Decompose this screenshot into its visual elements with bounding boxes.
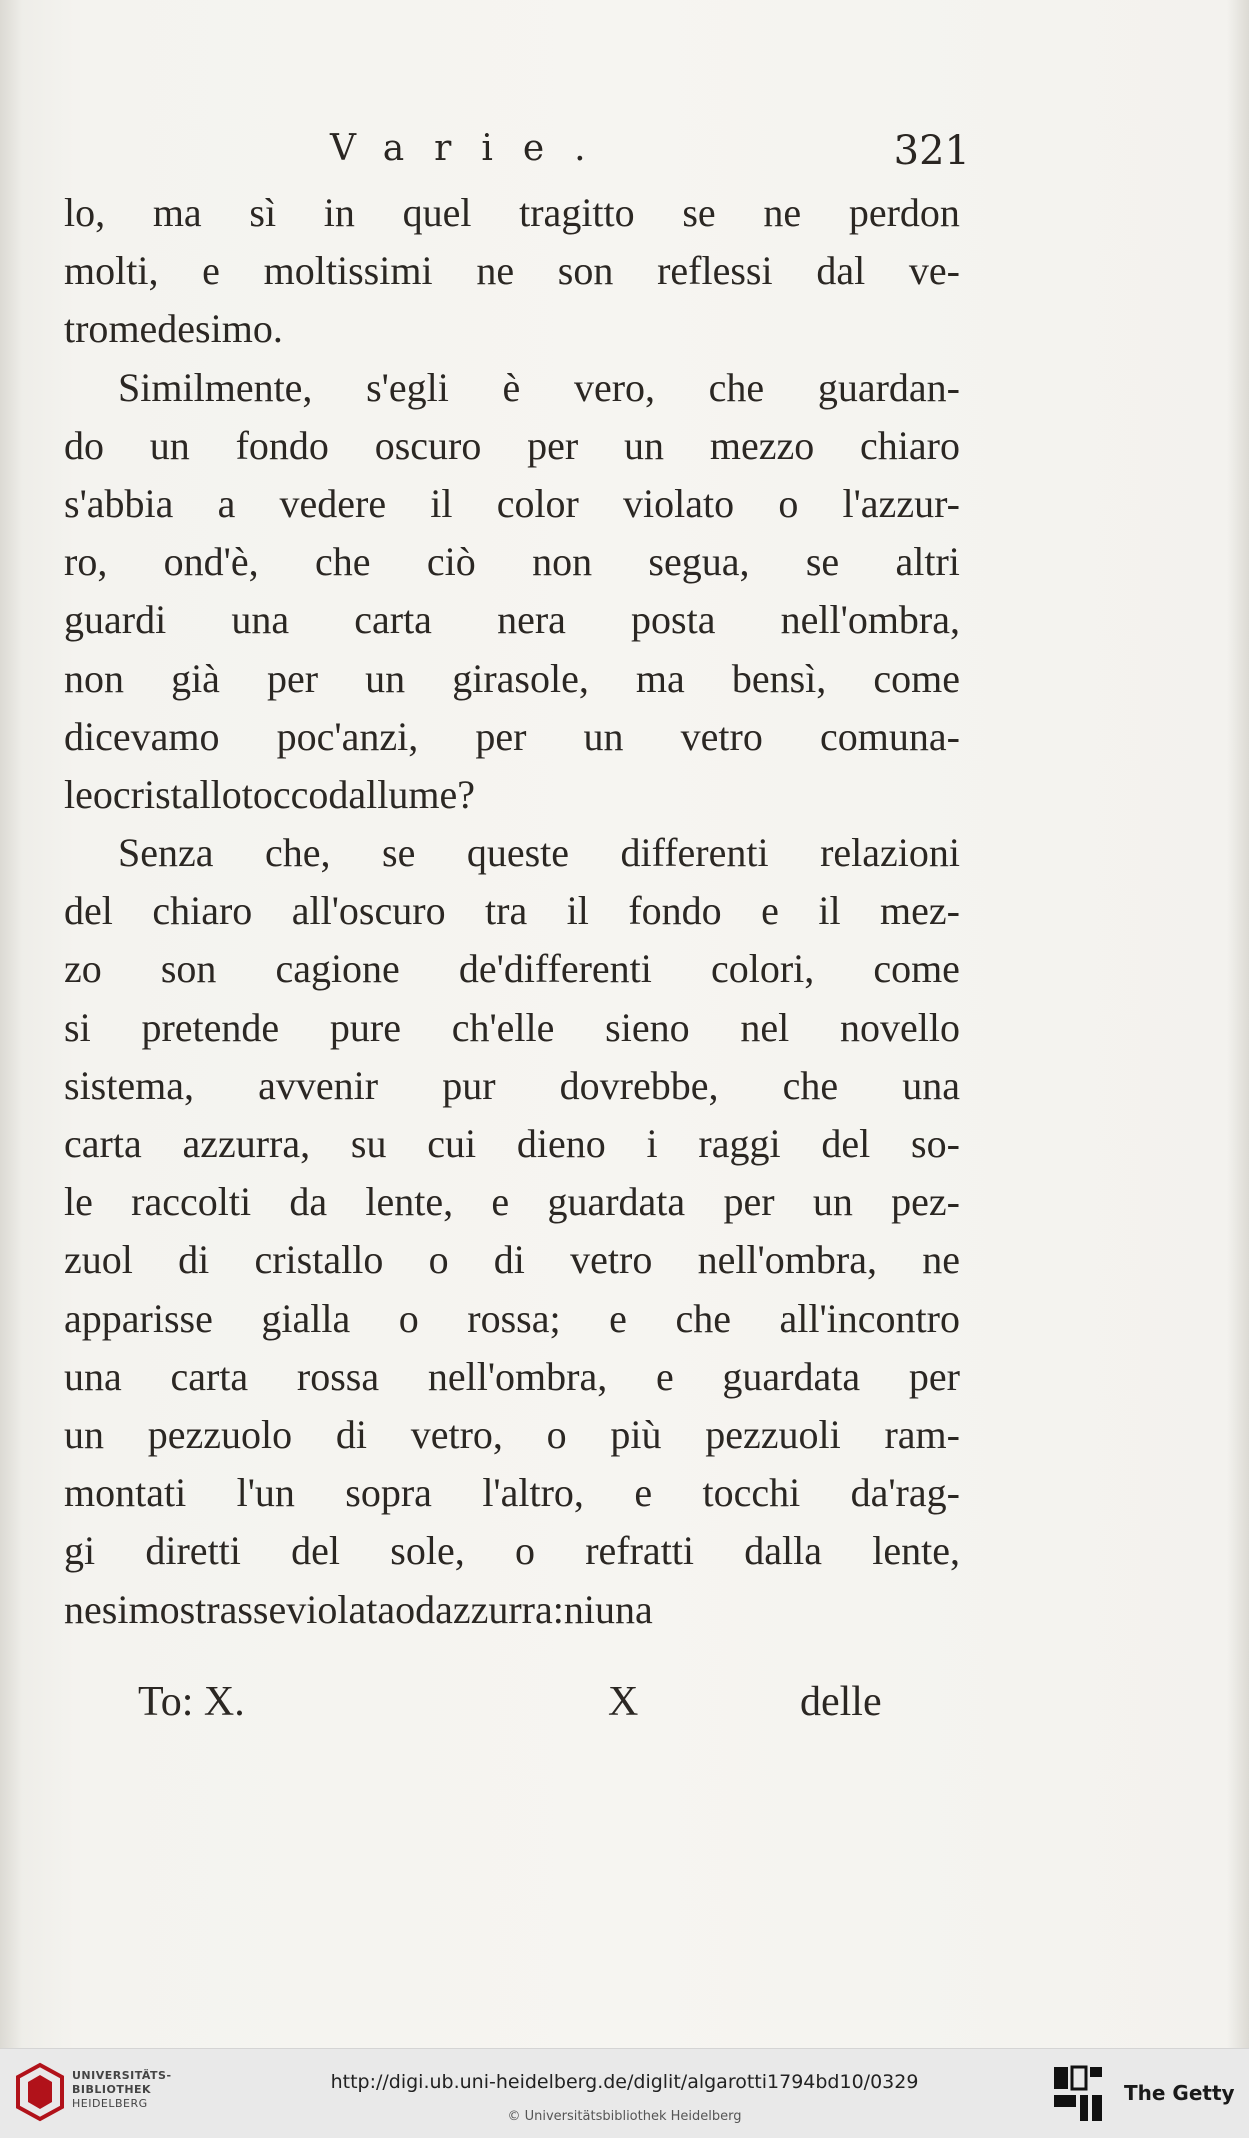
text-line [64,359,960,417]
word: rossa [296,1353,380,1399]
word: Senza [118,830,214,876]
word: molti, [64,248,159,294]
word: vetro, [410,1411,503,1457]
word: son [160,946,217,992]
word: sistema, [64,1062,194,1108]
word: niuna [563,1586,653,1632]
word: ne [922,1237,960,1283]
text-line [64,824,960,882]
page-footer [138,1678,898,1734]
text-line [64,591,960,649]
word: lume? [377,771,475,817]
text-line [64,1290,960,1348]
volume-mark: To: X. [138,1679,245,1725]
word: o [514,1528,535,1574]
word: o [428,1237,449,1283]
word: un [583,713,624,759]
word: relazioni [820,830,960,876]
word: guardata [722,1353,861,1399]
page-edge-right [1227,0,1249,2048]
text-line [64,533,960,591]
text-line [64,1522,960,1580]
word: sole, [390,1528,465,1574]
word: o [92,771,113,817]
word: all'incontro [779,1295,960,1341]
word: è [502,364,521,410]
word: di [178,1237,210,1283]
signature-mark: X [608,1679,639,1725]
word: se [805,539,840,585]
word: ne [476,248,515,294]
library-name-line-1: UNIVERSITÄTS- [72,2069,172,2082]
word: pretende [141,1004,280,1050]
word: dalla [744,1528,823,1574]
word: che, [265,830,331,876]
word: su [350,1121,387,1166]
word: nera [497,597,566,643]
text-line [64,766,960,824]
word: un [812,1179,853,1225]
catchword: delle [800,1679,882,1725]
word: rossa; [467,1295,561,1341]
text-line [64,242,960,300]
word: raggi [698,1121,781,1166]
word: che [708,364,765,410]
word: e [609,1295,627,1341]
getty-name: The Getty [1124,2081,1235,2105]
word: ch'elle [451,1004,555,1050]
word: del [64,888,113,934]
page-header [330,128,970,182]
word: tocco [241,771,329,817]
word: posta [631,597,716,643]
word: sì [249,190,277,235]
word: bensì, [731,655,827,701]
word: carta [170,1353,249,1399]
word: comuna- [819,713,960,759]
word: dal [816,248,866,294]
word: vero, [573,364,656,410]
word: del [291,1528,341,1574]
word: o [778,480,799,526]
word: per [723,1179,775,1225]
word: dovrebbe, [559,1062,719,1108]
word: pezzuolo [147,1411,293,1457]
word: del [821,1121,871,1166]
text-line [64,1348,960,1406]
text-line [64,1057,960,1115]
text-line [64,1581,960,1639]
word: cui [427,1121,477,1166]
word: novello [839,1004,960,1050]
word: vedere [279,480,387,526]
word: vetro [680,713,763,759]
word: non [532,539,593,585]
word: chiaro [152,888,253,934]
word: dieno [516,1121,606,1166]
word: i [646,1121,658,1166]
word: apparisse [64,1295,213,1341]
word: azzurra, [182,1121,311,1166]
word: l'azzur- [842,480,960,526]
word: ciò [426,539,476,585]
text-line [64,475,960,533]
word: vetro [570,1237,653,1283]
word: da [289,1179,328,1225]
word: do [64,422,104,468]
word: e [491,1179,510,1225]
word: Similmente, [118,364,313,410]
word: un [149,422,190,468]
word: all'oscuro [291,888,446,934]
word: tocchi [702,1470,801,1516]
word: un [64,1411,104,1457]
word: tragitto [519,190,635,235]
word: guardata [547,1179,686,1225]
word: mezzo [709,422,815,468]
word: il [818,888,841,934]
word: e [761,888,779,934]
word: gi [64,1528,96,1574]
word: gialla [261,1295,351,1341]
word: pezzuoli [705,1411,841,1457]
permalink-url[interactable]: http://digi.ub.uni-heidelberg.de/diglit/algarotti1794bd10/0329 [330,2071,919,2093]
getty-logo-icon[interactable] [1052,2063,1104,2125]
word: cristallo [112,771,242,817]
word: colori, [710,946,815,992]
word: dal [328,771,378,817]
word: ve- [908,248,960,294]
word: guardi [64,597,167,643]
word: nell'ombra, [780,597,960,643]
word: segua, [648,539,750,585]
word: una [902,1062,960,1108]
word: sopra [345,1470,432,1516]
word: s'egli [366,364,449,410]
text-line [64,999,960,1057]
word: azzurra: [435,1586,564,1632]
word: differenti [620,830,769,876]
word: per [527,422,579,468]
word: oscuro [374,422,482,468]
word: ne [64,1586,102,1632]
word: pur [442,1062,496,1108]
running-title: Varie. [330,128,616,169]
word: cristallo [254,1237,384,1283]
word: e [634,1470,653,1516]
word: di [335,1411,367,1457]
word: ma [152,190,202,235]
word: queste [466,830,569,876]
word: le [64,771,93,817]
word: il [566,888,589,934]
word: sieno [605,1004,690,1050]
word: non [64,655,124,701]
word: dicevamo [64,713,220,759]
word: ma [635,655,685,701]
text-line [64,417,960,475]
word: di [493,1237,525,1283]
copyright-notice: © Universitätsbibliothek Heidelberg [507,2109,742,2124]
page-number: 321 [893,128,970,174]
word: ond'è, [163,539,259,585]
word: moltissimi [263,248,433,294]
word: si [64,1004,91,1050]
word: lente, [365,1179,454,1225]
word: se [682,190,716,235]
word: avvenir [258,1062,379,1108]
word: l'altro, [482,1470,584,1516]
word: montati [64,1470,187,1516]
word: tra [485,888,528,934]
word: diretti [145,1528,241,1574]
word: lente, [872,1528,960,1574]
text-line [64,184,960,242]
word: pez- [891,1179,960,1225]
word: tro [64,306,109,352]
word: e [655,1353,674,1399]
word: per [908,1353,960,1399]
word: le [64,1179,93,1225]
word: reflessi [657,248,773,294]
word: refratti [585,1528,695,1574]
word: carta [64,1121,142,1166]
text-line [64,300,960,358]
word: nell'ombra, [697,1237,877,1283]
word: se [382,830,416,876]
text-line [64,1464,960,1522]
word: per [475,713,527,759]
word: violata [286,1586,396,1632]
text-line [64,1406,960,1464]
viewer-footer-bar [0,2048,1249,2138]
word: nel [740,1004,790,1050]
word: guardan- [817,364,960,410]
word: o [546,1411,567,1457]
word: da'rag- [850,1470,960,1516]
word: s'abbia [64,480,174,526]
word: perdon [848,190,960,235]
word: girasole, [452,655,589,701]
word: che [675,1295,731,1341]
word: poc'anzi, [276,713,419,759]
word: che [314,539,371,585]
word: per [267,655,319,701]
word: già [171,655,220,701]
word: in [323,190,355,235]
library-name-line-3: HEIDELBERG [72,2097,148,2110]
word: de'differenti [458,946,652,992]
text-line [64,1231,960,1289]
word: o [398,1295,419,1341]
word: una [231,597,290,643]
word: son [557,248,614,294]
word: e [202,248,220,294]
word: fondo [628,888,722,934]
page-edge-left [0,0,22,2048]
word: violato [623,480,735,526]
word: raccolti [131,1179,252,1225]
word: quel [402,190,472,235]
word: un [365,655,406,701]
word: ro, [64,539,108,585]
word: l'un [236,1470,295,1516]
word: chiaro [860,422,960,468]
text-line [64,650,960,708]
text-line [64,1173,960,1231]
word: il [430,480,453,526]
text-line [64,940,960,998]
word: lo, [64,190,106,235]
word: un [624,422,665,468]
word: altri [895,539,960,585]
body-text [64,184,960,1639]
word: ram- [884,1411,960,1457]
word: zo [64,946,102,992]
word: ne [763,190,802,235]
word: od [395,1586,436,1632]
word: color [496,480,579,526]
word: che [782,1062,839,1108]
text-line [64,708,960,766]
word: pure [329,1004,401,1050]
text-line [64,1115,960,1173]
word: nell'ombra, [427,1353,608,1399]
word: so- [911,1121,960,1166]
word: medesimo. [108,306,283,352]
word: come [873,655,960,701]
word: mez- [880,888,960,934]
word: a [217,480,236,526]
word: una [64,1353,122,1399]
word: zuol [64,1237,133,1283]
word: si [101,1586,129,1632]
word: più [610,1411,662,1457]
word: carta [354,597,432,643]
word: cagione [275,946,400,992]
word: mostrasse [128,1586,287,1632]
library-name-line-2: BIBLIOTHEK [72,2083,152,2096]
word: come [873,946,960,992]
word: fondo [235,422,329,468]
text-line [64,882,960,940]
